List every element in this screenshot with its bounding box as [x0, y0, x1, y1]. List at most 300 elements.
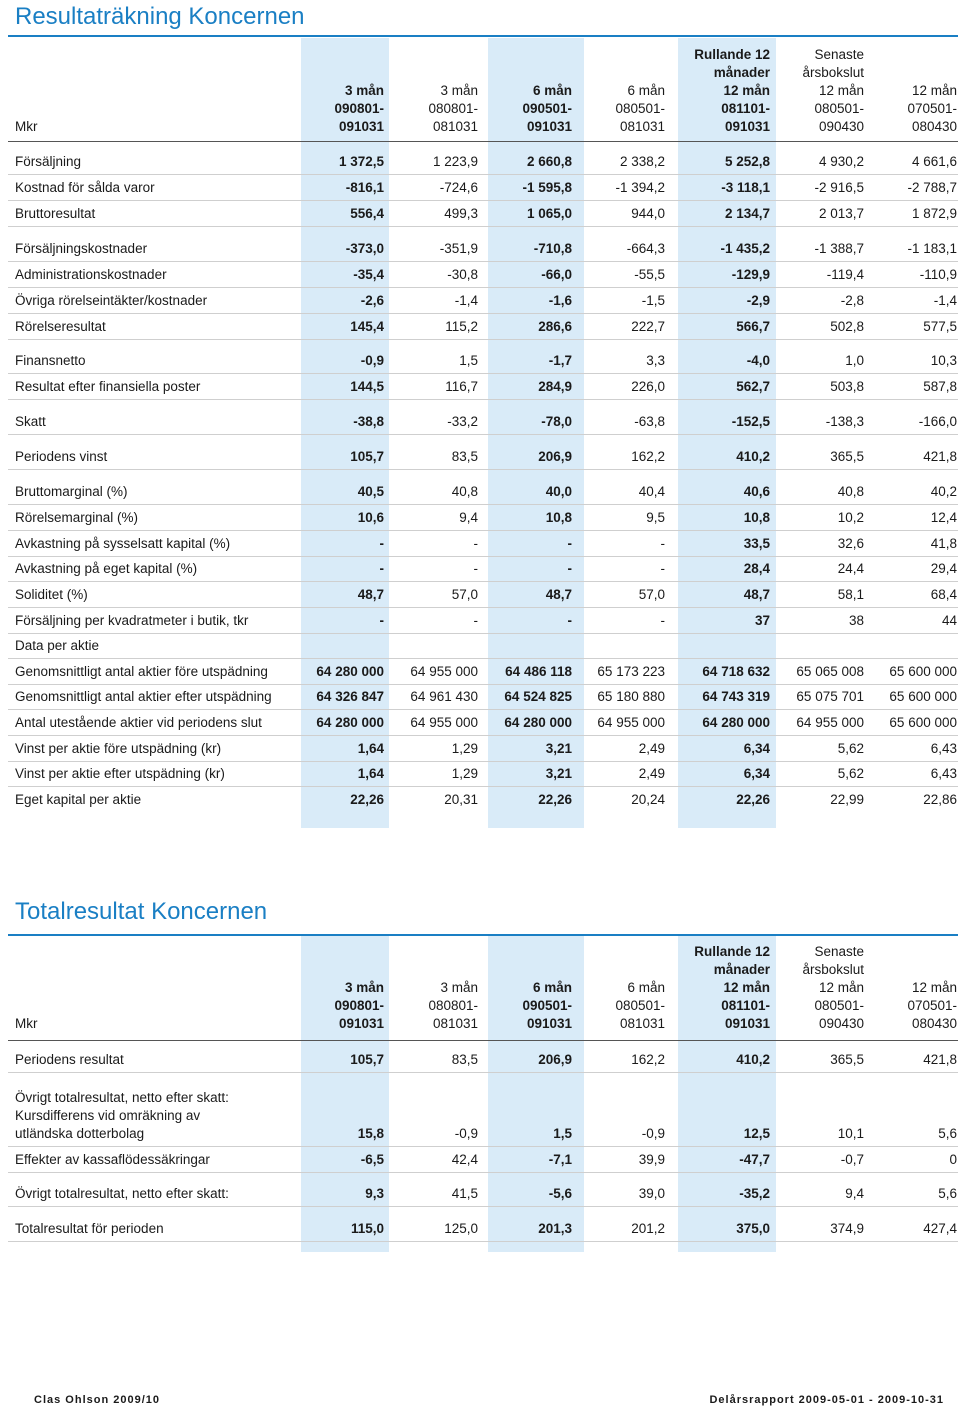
cell-value: -35,4	[353, 267, 384, 282]
row-divider	[8, 786, 958, 787]
cell-value: 40,8	[837, 484, 864, 499]
column-header: Senaste årsbokslut 12 mån 080501- 090430	[802, 944, 864, 1031]
cell-value: 4 930,2	[818, 154, 864, 169]
cell-value: 1 372,5	[338, 154, 384, 169]
cell-value: 2 013,7	[818, 206, 864, 221]
cell-value: 38	[848, 613, 864, 628]
table-row	[0, 1220, 960, 1238]
cell-value: 9,4	[459, 510, 478, 525]
row-label: Kostnad för sålda varor	[15, 180, 155, 195]
cell-value: -66,0	[541, 267, 572, 282]
cell-value: -2,8	[840, 293, 864, 308]
row-label: Periodens resultat	[15, 1052, 124, 1067]
section-title-income-statement: Resultaträkning Koncernen	[15, 3, 305, 30]
row-divider	[8, 226, 958, 227]
row-label: Administrationskostnader	[15, 267, 167, 282]
cell-value: 12,4	[930, 510, 957, 525]
cell-value: 125,0	[444, 1221, 478, 1236]
cell-value: -	[567, 536, 572, 551]
cell-value: 410,2	[736, 1052, 770, 1067]
table-row	[0, 714, 960, 732]
cell-value: -0,9	[360, 353, 384, 368]
table-row	[0, 240, 960, 258]
column-header: 6 mån 080501- 081031	[615, 980, 665, 1031]
cell-value: 201,3	[538, 1221, 572, 1236]
cell-value: 1,0	[845, 353, 864, 368]
cell-value: 68,4	[930, 587, 957, 602]
cell-value: 10,8	[743, 510, 770, 525]
cell-value: 162,2	[631, 1052, 665, 1067]
cell-value: 40,8	[451, 484, 478, 499]
cell-value: -7,1	[548, 1152, 572, 1167]
cell-value: -63,8	[634, 414, 665, 429]
column-header: 3 mån 080801- 081031	[428, 83, 478, 134]
cell-value: 365,5	[830, 449, 864, 464]
cell-value: 64 955 000	[410, 664, 478, 679]
cell-value: 9,3	[365, 1186, 384, 1201]
cell-value: -35,2	[739, 1186, 770, 1201]
cell-value: 39,9	[638, 1152, 665, 1167]
cell-value: 566,7	[736, 319, 770, 334]
cell-value: 64 486 118	[505, 664, 572, 679]
cell-value: 375,0	[736, 1221, 770, 1236]
cell-value: 374,9	[830, 1221, 864, 1236]
cell-value: 29,4	[930, 561, 957, 576]
cell-value: 1,5	[553, 1126, 572, 1141]
table-row	[0, 586, 960, 604]
row-divider	[8, 434, 958, 435]
cell-value: 40,0	[545, 484, 572, 499]
cell-value: 6,34	[743, 766, 770, 781]
row-label: Resultat efter finansiella poster	[15, 379, 201, 394]
row-divider	[8, 373, 958, 374]
cell-value: 1 872,9	[911, 206, 957, 221]
cell-value: -1,5	[641, 293, 665, 308]
cell-value: 20,31	[444, 792, 478, 807]
cell-value: 64 280 000	[316, 715, 384, 730]
table-row	[0, 292, 960, 310]
cell-value: 3,3	[646, 353, 665, 368]
cell-value: 10,3	[930, 353, 957, 368]
cell-value: 28,4	[743, 561, 770, 576]
column-header: 6 mån 090501- 091031	[522, 980, 572, 1031]
cell-value: 48,7	[357, 587, 384, 602]
cell-value: 1,64	[357, 766, 384, 781]
cell-value: 1,5	[459, 353, 478, 368]
row-label: Periodens vinst	[15, 449, 108, 464]
cell-value: 41,8	[930, 536, 957, 551]
row-label: Soliditet (%)	[15, 587, 88, 602]
cell-value: 226,0	[631, 379, 665, 394]
cell-value: 2 338,2	[619, 154, 665, 169]
cell-value: -2 916,5	[814, 180, 864, 195]
row-divider	[8, 399, 958, 400]
table-row	[0, 352, 960, 370]
row-divider	[8, 684, 958, 685]
cell-value: 5 252,8	[724, 154, 770, 169]
cell-value: 12,5	[743, 1126, 770, 1141]
row-label: Finansnetto	[15, 353, 86, 368]
cell-value: -1 435,2	[720, 241, 770, 256]
row-divider	[8, 658, 958, 659]
cell-value: 64 280 000	[504, 715, 572, 730]
row-label: Antal utestående aktier vid periodens slut	[15, 715, 262, 730]
cell-value: 83,5	[451, 449, 478, 464]
row-divider	[8, 633, 958, 634]
cell-value: 22,99	[830, 792, 864, 807]
row-label: Vinst per aktie efter utspädning (kr)	[15, 766, 225, 781]
cell-value: -	[660, 613, 665, 628]
table-row	[0, 688, 960, 706]
table-row	[0, 509, 960, 527]
cell-value: 116,7	[445, 379, 478, 394]
cell-value: 3,21	[545, 766, 572, 781]
cell-value: 1 065,0	[526, 206, 572, 221]
cell-value: 57,0	[638, 587, 665, 602]
cell-value: 577,5	[923, 319, 957, 334]
footer-left: Clas Ohlson 2009/10	[34, 1394, 160, 1406]
footer-right: Delårsrapport 2009-05-01 - 2009-10-31	[709, 1394, 944, 1406]
column-header: 3 mån 090801- 091031	[334, 980, 384, 1031]
row-divider	[8, 581, 958, 582]
cell-value: 284,9	[538, 379, 572, 394]
column-header: 6 mån 080501- 081031	[615, 83, 665, 134]
column-header: 12 mån 070501- 080430	[907, 980, 957, 1031]
cell-value: 64 326 847	[316, 689, 384, 704]
cell-value: -129,9	[731, 267, 770, 282]
cell-value: -	[567, 561, 572, 576]
cell-value: -	[567, 613, 572, 628]
cell-value: 44	[941, 613, 957, 628]
cell-value: 65 065 008	[796, 664, 864, 679]
row-divider	[8, 469, 958, 470]
cell-value: -38,8	[353, 414, 384, 429]
table-row	[0, 663, 960, 681]
section-title-comprehensive-income: Totalresultat Koncernen	[15, 898, 268, 925]
cell-value: 206,9	[538, 449, 572, 464]
cell-value: -110,9	[919, 267, 957, 282]
column-header: 3 mån 080801- 081031	[428, 980, 478, 1031]
cell-value: -47,7	[739, 1152, 770, 1167]
table-row	[0, 740, 960, 758]
cell-value: -4,0	[746, 353, 770, 368]
row-divider	[8, 1241, 958, 1242]
cell-value: 206,9	[538, 1052, 572, 1067]
row-divider	[8, 1072, 958, 1073]
cell-value: 105,7	[350, 1052, 384, 1067]
row-divider	[8, 530, 958, 531]
table-row	[0, 448, 960, 466]
row-divider	[8, 287, 958, 288]
cell-value: 37	[754, 613, 770, 628]
cell-value: 65 075 701	[796, 689, 864, 704]
cell-value: 6,43	[930, 741, 957, 756]
cell-value: 115,0	[350, 1221, 384, 1236]
cell-value: -	[379, 536, 384, 551]
cell-value: -1 394,2	[615, 180, 665, 195]
cell-value: 24,4	[837, 561, 864, 576]
cell-value: 40,4	[638, 484, 665, 499]
cell-value: 145,4	[350, 319, 384, 334]
cell-value: 65 600 000	[889, 715, 957, 730]
cell-value: 6,43	[930, 766, 957, 781]
cell-value: 115,2	[445, 319, 478, 334]
cell-value: -2,6	[360, 293, 384, 308]
cell-value: -0,9	[454, 1126, 478, 1141]
cell-value: -351,9	[439, 241, 478, 256]
cell-value: 64 961 430	[410, 689, 478, 704]
cell-value: -33,2	[447, 414, 478, 429]
cell-value: -138,3	[825, 414, 864, 429]
row-divider	[8, 761, 958, 762]
cell-value: 587,8	[923, 379, 957, 394]
cell-value: 0	[949, 1152, 957, 1167]
cell-value: 1 223,9	[432, 154, 478, 169]
cell-value: -1,6	[548, 293, 572, 308]
table-row	[0, 1151, 960, 1169]
cell-value: -	[660, 561, 665, 576]
row-divider	[8, 200, 958, 201]
cell-value: 503,8	[830, 379, 864, 394]
cell-value: -152,5	[731, 414, 770, 429]
row-label: Rörelsemarginal (%)	[15, 510, 139, 525]
cell-value: -	[473, 561, 478, 576]
row-label: Övrigt totalresultat, netto efter skatt: Kursdifferens vid omräkning av utländska dotterbolag	[15, 1090, 229, 1141]
cell-value: -78,0	[541, 414, 572, 429]
column-header: Rullande 12 månader 12 mån 081101- 091031	[694, 47, 770, 134]
cell-value: 40,5	[357, 484, 384, 499]
cell-value: 48,7	[743, 587, 770, 602]
cell-value: 22,26	[538, 792, 572, 807]
row-divider	[8, 1206, 958, 1207]
cell-value: 33,5	[743, 536, 770, 551]
cell-value: 65 180 880	[597, 689, 665, 704]
cell-value: 48,7	[545, 587, 572, 602]
cell-value: -2,9	[746, 293, 770, 308]
table-row	[0, 765, 960, 783]
row-divider	[8, 261, 958, 262]
title-rule	[8, 35, 958, 37]
row-divider	[8, 504, 958, 505]
cell-value: 5,62	[837, 741, 864, 756]
cell-value: 556,4	[350, 206, 384, 221]
cell-value: 64 280 000	[316, 664, 384, 679]
cell-value: 83,5	[451, 1052, 478, 1067]
cell-value: 10,2	[837, 510, 864, 525]
cell-value: 5,6	[938, 1186, 957, 1201]
table-row	[0, 205, 960, 223]
cell-value: 2 134,7	[724, 206, 770, 221]
cell-value: 502,8	[830, 319, 864, 334]
row-label: Avkastning på sysselsatt kapital (%)	[15, 536, 231, 551]
header-divider	[8, 141, 958, 142]
cell-value: -1,4	[933, 293, 957, 308]
table-row	[0, 483, 960, 501]
cell-value: 1,64	[357, 741, 384, 756]
cell-value: 20,24	[631, 792, 665, 807]
cell-value: 40,6	[743, 484, 770, 499]
cell-value: 427,4	[923, 1221, 957, 1236]
cell-value: 10,8	[545, 510, 572, 525]
row-label: Vinst per aktie före utspädning (kr)	[15, 741, 222, 756]
cell-value: 2 660,8	[526, 154, 572, 169]
row-divider	[8, 607, 958, 608]
cell-value: -	[473, 536, 478, 551]
row-divider	[8, 1146, 958, 1147]
cell-value: 22,86	[923, 792, 957, 807]
unit-label: Mkr	[15, 1016, 38, 1031]
row-label: Genomsnittligt antal aktier före utspädning	[15, 664, 268, 679]
column-header: Senaste årsbokslut 12 mån 080501- 090430	[802, 47, 864, 134]
row-divider	[8, 709, 958, 710]
cell-value: -6,5	[360, 1152, 384, 1167]
row-divider	[8, 735, 958, 736]
row-label: Avkastning på eget kapital (%)	[15, 561, 198, 576]
row-divider	[8, 556, 958, 557]
column-header: Rullande 12 månader 12 mån 081101- 091031	[694, 944, 770, 1031]
cell-value: 10,1	[837, 1126, 864, 1141]
cell-value: 3,21	[545, 741, 572, 756]
row-label: Totalresultat för perioden	[15, 1221, 164, 1236]
cell-value: 58,1	[837, 587, 864, 602]
cell-value: 2,49	[638, 766, 665, 781]
cell-value: 201,2	[631, 1221, 665, 1236]
row-divider	[8, 1172, 958, 1173]
cell-value: 9,5	[646, 510, 665, 525]
cell-value: 365,5	[830, 1052, 864, 1067]
row-label: Rörelseresultat	[15, 319, 106, 334]
table-row	[0, 378, 960, 396]
column-header: 3 mån 090801- 091031	[334, 83, 384, 134]
cell-value: 421,8	[923, 449, 957, 464]
cell-value: 499,3	[444, 206, 478, 221]
cell-value: 41,5	[451, 1186, 478, 1201]
table-row	[0, 637, 960, 655]
row-divider	[8, 174, 958, 175]
cell-value: 410,2	[736, 449, 770, 464]
cell-value: -1,4	[454, 293, 478, 308]
table-row	[0, 1089, 960, 1143]
row-divider	[8, 313, 958, 314]
cell-value: 6,34	[743, 741, 770, 756]
cell-value: 65 600 000	[889, 689, 957, 704]
cell-value: 64 955 000	[597, 715, 665, 730]
cell-value: 944,0	[631, 206, 665, 221]
cell-value: 64 524 825	[504, 689, 572, 704]
cell-value: -710,8	[533, 241, 572, 256]
cell-value: 42,4	[451, 1152, 478, 1167]
table-row	[0, 179, 960, 197]
cell-value: -166,0	[918, 414, 957, 429]
row-label: Övriga rörelseintäkter/kostnader	[15, 293, 208, 308]
cell-value: -	[379, 613, 384, 628]
cell-value: 105,7	[350, 449, 384, 464]
row-label: Försäljningskostnader	[15, 241, 148, 256]
row-divider	[8, 339, 958, 340]
cell-value: 64 280 000	[702, 715, 770, 730]
cell-value: 64 743 319	[702, 689, 770, 704]
table-row	[0, 1051, 960, 1069]
row-label: Genomsnittligt antal aktier efter utspädning	[15, 689, 272, 704]
unit-label: Mkr	[15, 119, 38, 134]
header-divider	[8, 1040, 958, 1041]
cell-value: 2,49	[638, 741, 665, 756]
cell-value: 562,7	[736, 379, 770, 394]
cell-value: 162,2	[631, 449, 665, 464]
cell-value: -1 388,7	[814, 241, 864, 256]
row-label: Data per aktie	[15, 638, 100, 653]
cell-value: 64 955 000	[410, 715, 478, 730]
cell-value: 15,8	[357, 1126, 384, 1141]
cell-value: 39,0	[638, 1186, 665, 1201]
cell-value: -1 595,8	[522, 180, 572, 195]
table-row	[0, 266, 960, 284]
cell-value: 144,5	[350, 379, 384, 394]
cell-value: -0,9	[641, 1126, 665, 1141]
cell-value: -1 183,1	[907, 241, 957, 256]
cell-value: -55,5	[634, 267, 665, 282]
cell-value: 64 955 000	[796, 715, 864, 730]
cell-value: 1,29	[451, 766, 478, 781]
row-label: Effekter av kassaflödessäkringar	[15, 1152, 210, 1167]
table-row	[0, 1185, 960, 1203]
cell-value: 64 718 632	[702, 664, 770, 679]
table-row	[0, 153, 960, 171]
table-row	[0, 535, 960, 553]
cell-value: -816,1	[345, 180, 384, 195]
column-header: 12 mån 070501- 080430	[907, 83, 957, 134]
cell-value: -0,7	[840, 1152, 864, 1167]
table-row	[0, 560, 960, 578]
row-label: Försäljning	[15, 154, 82, 169]
cell-value: -	[660, 536, 665, 551]
cell-value: -30,8	[447, 267, 478, 282]
cell-value: 4 661,6	[911, 154, 957, 169]
cell-value: 5,6	[938, 1126, 957, 1141]
cell-value: -	[379, 561, 384, 576]
cell-value: -724,6	[439, 180, 478, 195]
row-label: Bruttomarginal (%)	[15, 484, 128, 499]
cell-value: -664,3	[626, 241, 665, 256]
cell-value: -373,0	[345, 241, 384, 256]
cell-value: 65 600 000	[889, 664, 957, 679]
cell-value: -5,6	[548, 1186, 572, 1201]
cell-value: 222,7	[631, 319, 665, 334]
cell-value: -3 118,1	[721, 180, 770, 195]
cell-value: 40,2	[930, 484, 957, 499]
cell-value: 22,26	[350, 792, 384, 807]
cell-value: 1,29	[451, 741, 478, 756]
table-row	[0, 413, 960, 431]
row-label: Eget kapital per aktie	[15, 792, 142, 807]
cell-value: 57,0	[451, 587, 478, 602]
cell-value: 286,6	[538, 319, 572, 334]
cell-value: 22,26	[736, 792, 770, 807]
cell-value: -2 788,7	[907, 180, 957, 195]
cell-value: 65 173 223	[597, 664, 665, 679]
cell-value: 5,62	[837, 766, 864, 781]
row-label: Övrigt totalresultat, netto efter skatt:	[15, 1186, 229, 1201]
row-label: Skatt	[15, 414, 46, 429]
cell-value: -119,4	[826, 267, 864, 282]
cell-value: -	[473, 613, 478, 628]
table-row	[0, 612, 960, 630]
row-label: Bruttoresultat	[15, 206, 96, 221]
cell-value: -1,7	[548, 353, 572, 368]
row-label: Försäljning per kvadratmeter i butik, tkr	[15, 613, 249, 628]
cell-value: 32,6	[837, 536, 864, 551]
table-row	[0, 791, 960, 809]
